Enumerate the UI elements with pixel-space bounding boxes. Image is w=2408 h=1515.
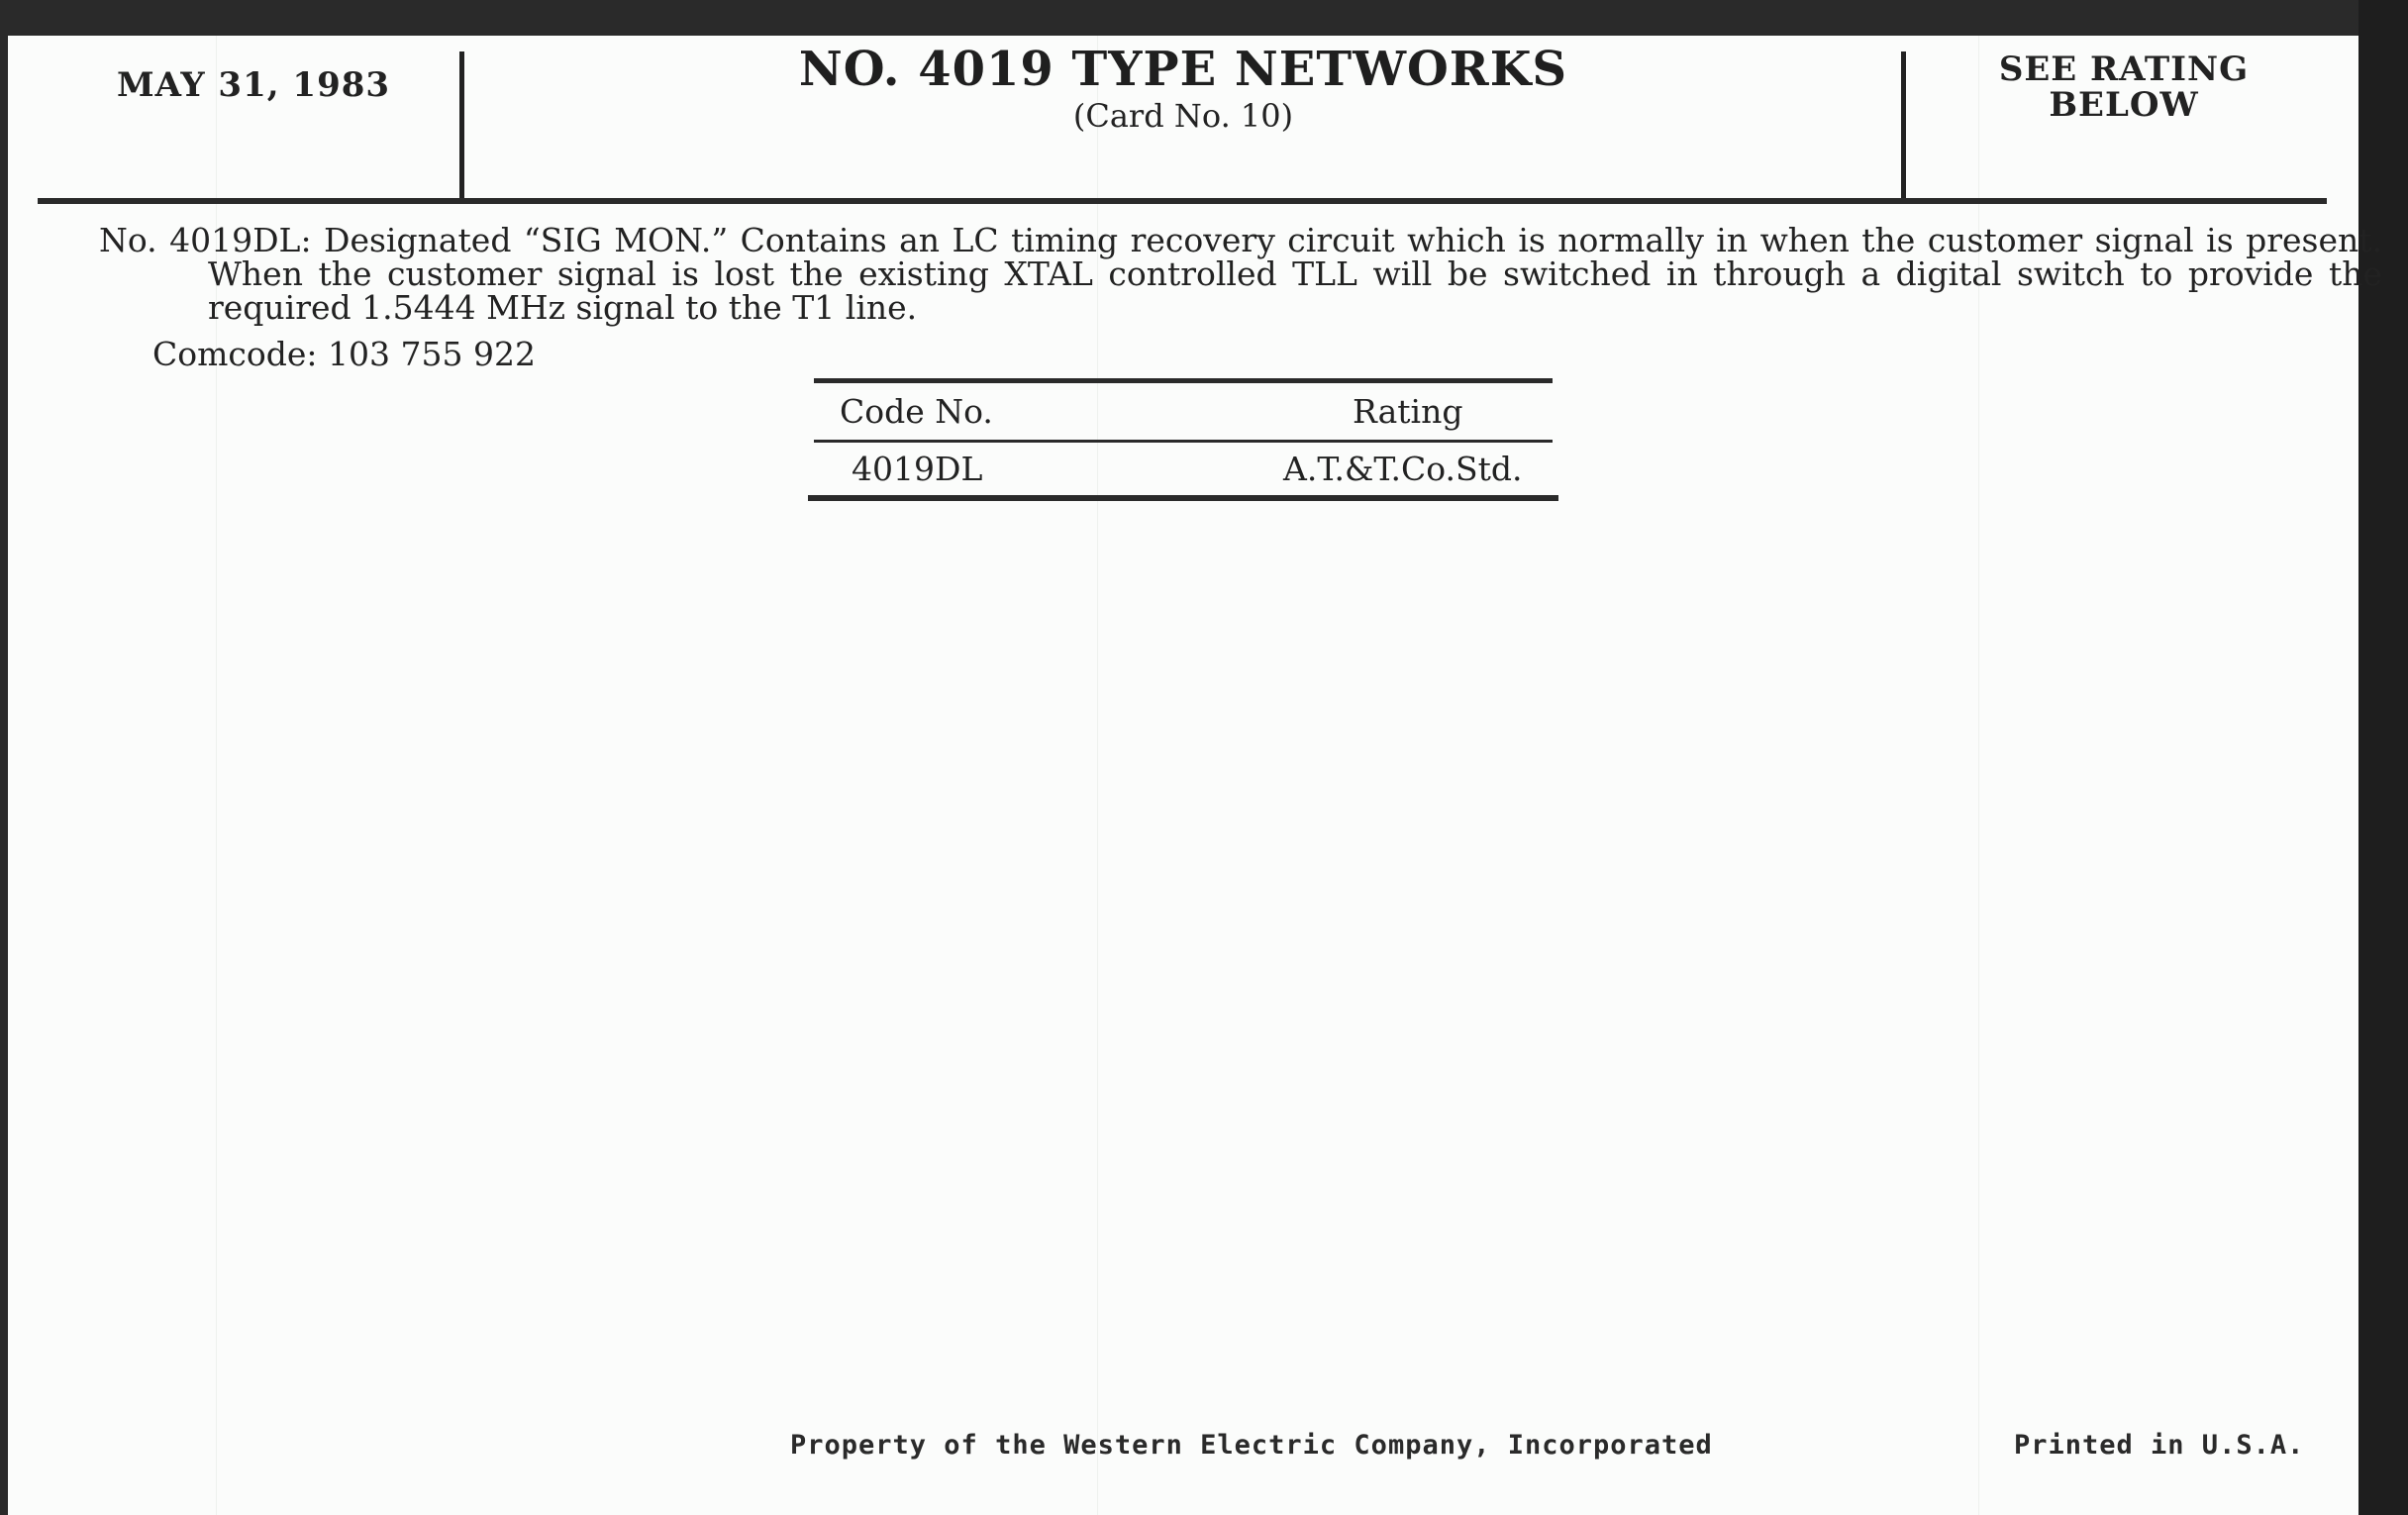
header-rule (38, 198, 2327, 204)
rating-note-line1: SEE RATING (1998, 50, 2250, 89)
rating-note-line2: BELOW (2049, 85, 2199, 125)
header-divider-left (459, 51, 464, 198)
table-header-rule (814, 440, 1553, 443)
card-subtitle: (Card No. 10) (1072, 97, 1294, 135)
footer-property-notice: Property of the Western Electric Company, Incorporated (790, 1430, 1713, 1461)
table-cell-rating: A.T.&T.Co.Std. (1283, 450, 1523, 488)
comcode: Comcode: 103 755 922 (152, 335, 536, 373)
rating-note (1911, 51, 2337, 123)
footer-printed-in: Printed in U.S.A. (2014, 1430, 2305, 1461)
network-description: No. 4019DL: Designated “SIG MON.” Contains an LC timing recovery circuit which is normally in when the customer signal is present. When the customer signal is lost the existing XTAL controlled TLL will be switched in through a digital switch to provide the required 1.5444 MHz signal to the T1 line. (99, 221, 2382, 327)
card-title: NO. 4019 TYPE NETWORKS (798, 42, 1568, 97)
table-top-rule (814, 378, 1553, 383)
table-header-rating: Rating (1353, 392, 1463, 431)
card-date: MAY 31, 1983 (117, 65, 391, 105)
header-divider-right (1901, 51, 1906, 198)
table-bottom-rule (808, 495, 1558, 501)
table-header-code: Code No. (840, 392, 993, 431)
table-cell-code: 4019DL (852, 450, 983, 488)
